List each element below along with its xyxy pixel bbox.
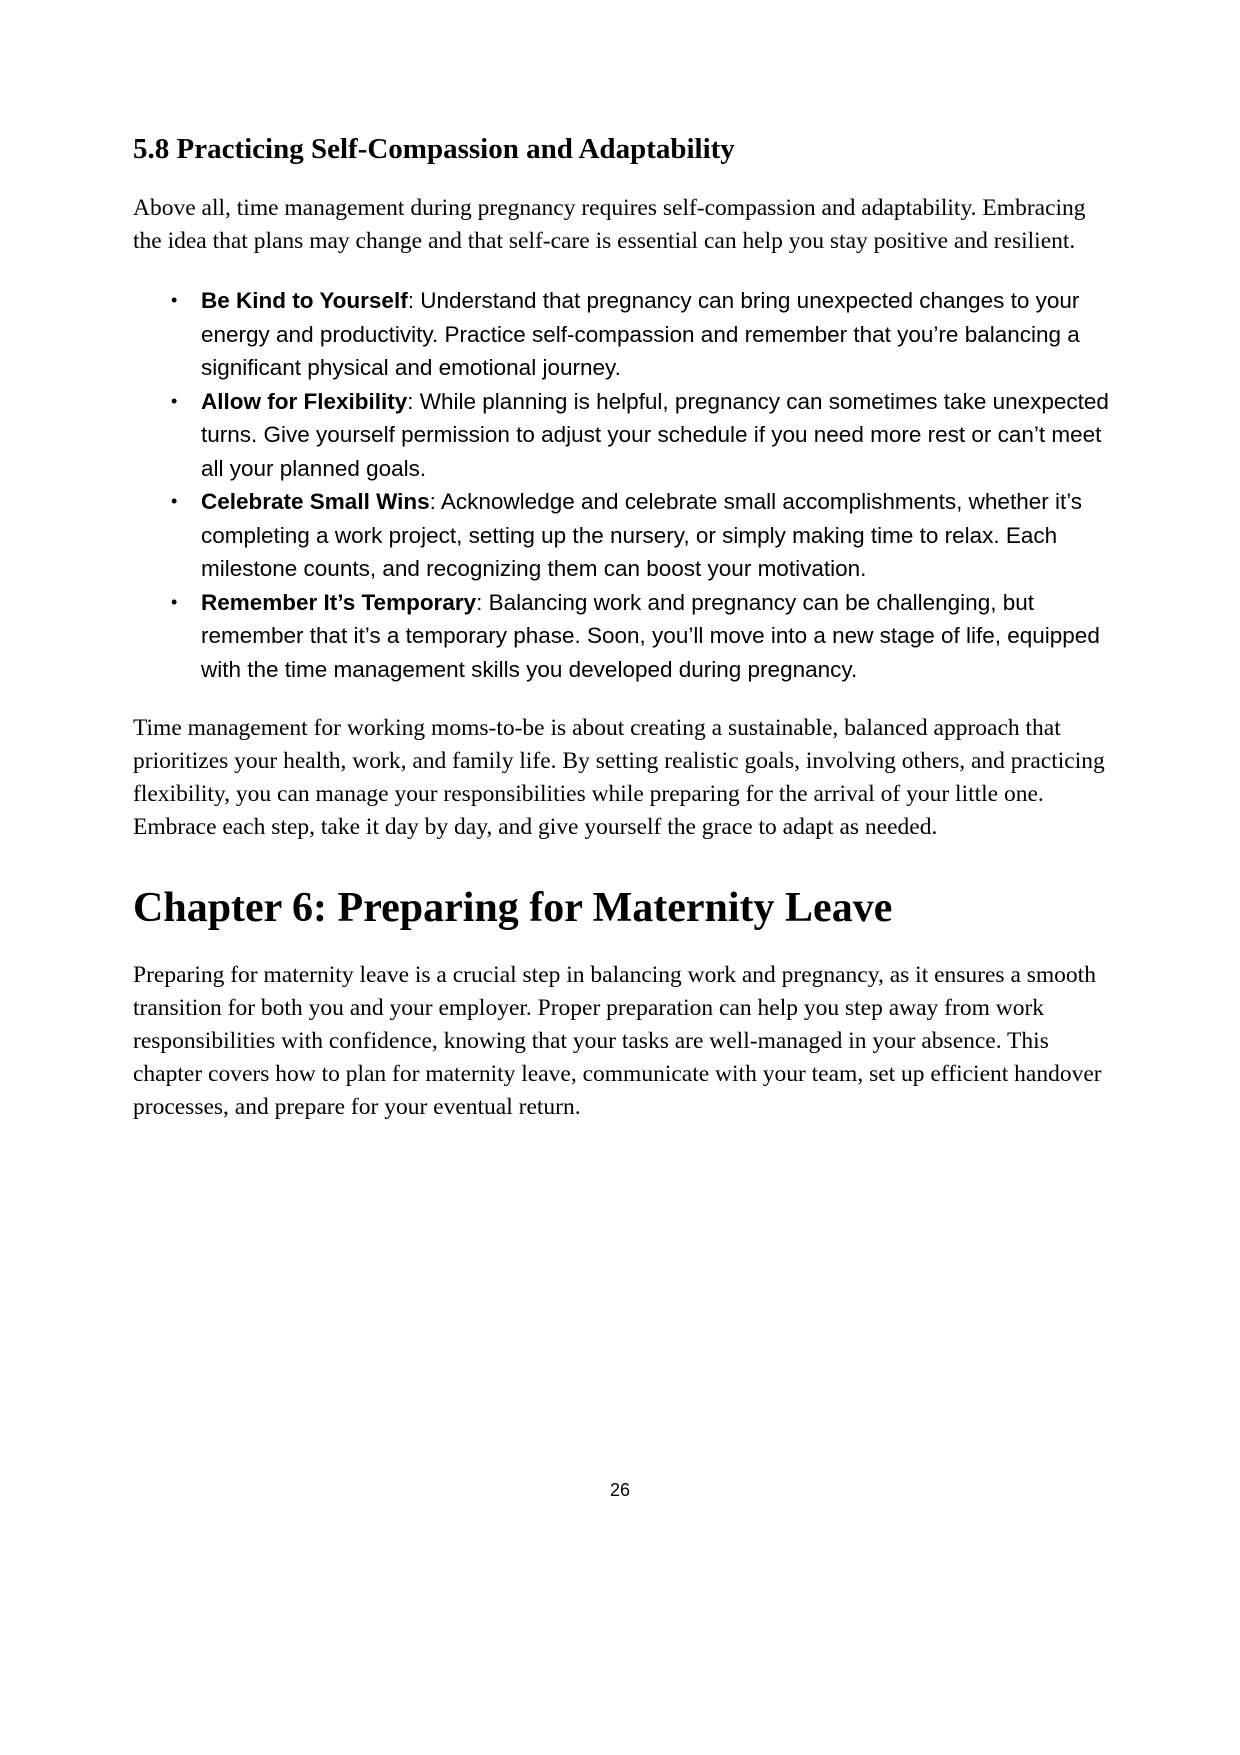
chapter-heading: Chapter 6: Preparing for Maternity Leave [133,885,893,932]
bullet-list [133,284,1112,686]
list-item [133,485,1112,586]
bullet-text: : Balancing work and pregnancy can be challenging, but remember that it’s a temporary phase. Soon, you’ll move into a new stage of life, equipped with the time management skills you developed during pregnancy. [201,589,1100,682]
bullet-title: Celebrate Small Wins [201,489,430,515]
bullet-text: : Understand that pregnancy can bring unexpected changes to your energy and productivity. Practice self-compassion and remember that you’re balancing a significant physical and emotional journey. [201,288,1080,381]
list-item [133,284,1112,385]
page-number: 26 [609,1480,631,1500]
list-item [133,385,1112,486]
bullet-title: Be Kind to Yourself [201,288,408,314]
intro-paragraph: Above all, time management during pregnancy requires self-compassion and adaptability. Embracing the idea that plans may change and that self-care is essential can help you stay positive and resilient. [133,195,1086,255]
bullet-text: : Acknowledge and celebrate small accomplishments, whether it’s completing a work project, setting up the nursery, or simply making time to relax. Each milestone counts, and recognizing them can boost your motivation. [201,489,1083,582]
bullet-title: Remember It’s Temporary [201,589,477,615]
list-item [133,586,1112,687]
section-heading: 5.8 Practicing Self-Compassion and Adaptability [133,133,735,165]
chapter-paragraph: Preparing for maternity leave is a crucial step in balancing work and pregnancy, as it ensures a smooth transition for both you and your employer. Proper preparation can help you step away from work responsibilities with confidence, knowing that your tasks are well-managed in your absence. This chapter covers how to plan for maternity leave, communicate with your team, set up efficient handover processes, and prepare for your eventual return. [133,961,1102,1120]
bullet-text: : While planning is helpful, pregnancy can sometimes take unexpected turns. Give yourself permission to adjust your schedule if you need more rest or can’t meet all your planned goals. [201,388,1109,481]
closing-paragraph: Time management for working moms-to-be is about creating a sustainable, balanced approach that prioritizes your health, work, and family life. By setting realistic goals, involving others, and practicing flexibility, you can manage your responsibilities while preparing for the arrival of your little one. Embrace each step, take it day by day, and give yourself the grace to adapt as needed. [133,715,1105,841]
bullet-title: Allow for Flexibility [201,388,408,414]
